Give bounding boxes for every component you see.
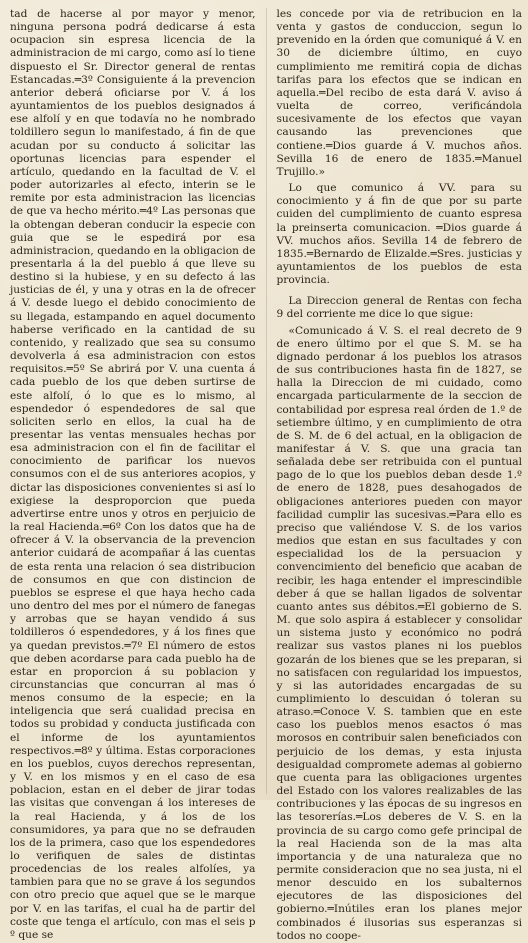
decree-body-paragraph: «Comunicado á V. S. el real decreto de 9 de enero último por el que S. M. se ha dignado perdonar á los pueblos los atrasos de sus contribuciones hasta fin de 1827, se halla la Direccion de mi cuidado, como encargada particularmente de la seccion de contabilidad por espresa real órden de 1.º de setiembre último, y en cumplimiento de otra de S. M. de 6 del actual, en la obligacion de manifestar á V. S. que una gracia tan señalada debe ser retribuida con el puntual pago de lo que los pueblos deban desde 1.º de enero de 1828, pues desahogados de obligaciones anteriores pueden con mayor facilidad cumplir las sucesivas.═Para ello es preciso que valiéndose V. S. de los varios medios que estan en sus facultades y con especialidad los de la persuacion y convencimiento del beneficio que acaban de recibir, les haga entender el imprescindible deber á que se hallan ligados de solventar cuanto antes sus débitos.═El gobierno de S. M. que solo aspira á establecer y consolidar un sistema justo y económico no podrá realizar sus vastos planes ni los pueblos gozarán de los bienes que se les preparan, si no satisfacen con regularidad los impuestos, y si las autoridades encargadas de su cumplimiento lo descuidan ó toleran su atraso.═Conoce V. S. tambien que en este caso los pueblos menos esactos ó mas morosos en contribuir salen beneficiados con perjuicio de los demas, y esta injusta desigualdad compromete ademas al gobierno que cuenta para las obligaciones urgentes del Estado con los valores realizables de las contribuciones y las épocas de su ingresos en las tesorerías.═Los deberes de V. S. en la provincia de su cargo como gefe principal de la real Hacienda son de la mas alta importancia y de una naturaleza que no permite consideracion que no sea justa, ni el menor descuido en los subalternos ejecutores de las disposiciones del gobierno.═Inútiles eran los planes mejor combinados é ilusorias sus esperanzas si todos no coope- (276, 324, 522, 942)
communication-paragraph: Lo que comunico á VV. para su conocimiento y á fin de que por su parte cuiden del cumplimiento de cuanto espresa la preinserta comunicacion. ═Dios guarde á VV. muchos años. Sevilla 14 de febrero de 1835.═Bernardo de Elizalde.═Sres. justicias y ayuntamientos de los pueblos de esta provincia. (276, 182, 522, 287)
direccion-intro-paragraph: La Direccion general de Rentas con fecha 9 del corriente me dice lo que sigue: (276, 295, 522, 321)
right-column (276, 8, 523, 942)
text-columns (10, 8, 522, 942)
column-divider (266, 8, 267, 794)
left-column-text: tad de hacerse al por mayor y menor, ninguna persona podrá dedicarse á esta ocupacion sin espresa licencia de la administracion de mi cargo, como así lo tiene dispuesto el Sr. Director general de rentas Estancadas.═3º Consiguiente á la prevencion anterior deberá oficiarse por V. á los ayuntamientos de los pueblos designados á ese alfolí y en que todavía no he nombrado toldillero segun lo manifestado, á fin de que acudan por su conducto á solicitar las oportunas licencias para espender el artículo, quedando en la facultad de V. el poder autorizarles al efecto, interin se le remite por esta administracion las licencias de que va hecho mérito.═4º Las personas que la obtengan deberan conducir la especie con guia que se le espedirá por esa administracion, quedando en la obligacion de presentarla á la del pueblo á que lleve su destino si la hubiese, y en su defecto á las justicias de él, y una y otras en la de ofrecer á V. desde luego el debido conocimiento de su llegada, estampando en aquel documento haberse verificado en la cantidad de su contenido, y realizado que sea su consumo devolverla á esa administracion con estos requisitos.═5º Se abrirá por V. una cuenta á cada pueblo de los que deben surtirse de este alfolí, ó lo que es lo mismo, al espendedor ó espendedores de sal que soliciten serlo en ellos, la cual ha de presentar las ventas mensuales hechas por esa administracion con el fin de facilitar el conocimiento de parificar los nuevos consumos con el de sus anteriores acopios, y dictar las disposiciones convenientes si así lo exigiese la desproporcion que pueda advertirse entre unos y otros en perjuicio de la real Hacienda.═6º Con los datos que ha de ofrecer á V. la observancia de la prevencion anterior cuidará de acompañar á las cuentas de esta renta una relacion ó sea distribucion de consumos en que con distincion de pueblos se esprese el que haya hecho cada uno dentro del mes por el número de fanegas y arrobas que se hayan vendido á sus toldilleros ó espendedores, y á los fines que ya quedan previstos.═7º El número de estos que deben acordarse para cada pueblo ha de estar en proporcion á su poblacion y circunstancias que concurran al mas ó menos consumo de la especie; en la inteligencia que será cualidad precisa en todos su probidad y conducta justificada con el informe de los ayuntamientos respectivos.═8º y última. Estas corporaciones en los pueblos, cuyos derechos representan, y V. en los mismos y en el caso de esa poblacion, estan en el deber de jirar todas las visitas que convengan á los intereses de la real Hacienda, y á los de los consumidores, ya para que no se defrauden los de la primera, caso que los espendedores lo verifiquen de sales de distintas procedencias de los reales alfolíes, ya tambien para que no se grave á los segundos con otro precio que aquel que se le marque por V. en las tarifas, el cual ha de partir del coste que tenga el artículo, con mas el seis p º que se (10, 8, 256, 941)
left-column (10, 8, 256, 941)
letter-closing-paragraph: les concede por via de retribucion en la venta y gastos de conduccion, segun lo prevenido en la órden que comuniqué á V. en 30 de diciembre último, en cuyo cumplimiento me remitirá copia de dichas tarifas para los efectos que se indican en aquella.═Del recibo de esta dará V. aviso á vuelta de correo, verificándola sucesivamente de los efectos que vayan causando las prevenciones que contiene.═Dios guarde á V. muchos años. Sevilla 16 de enero de 1835.═Manuel Trujillo.» (276, 8, 522, 178)
